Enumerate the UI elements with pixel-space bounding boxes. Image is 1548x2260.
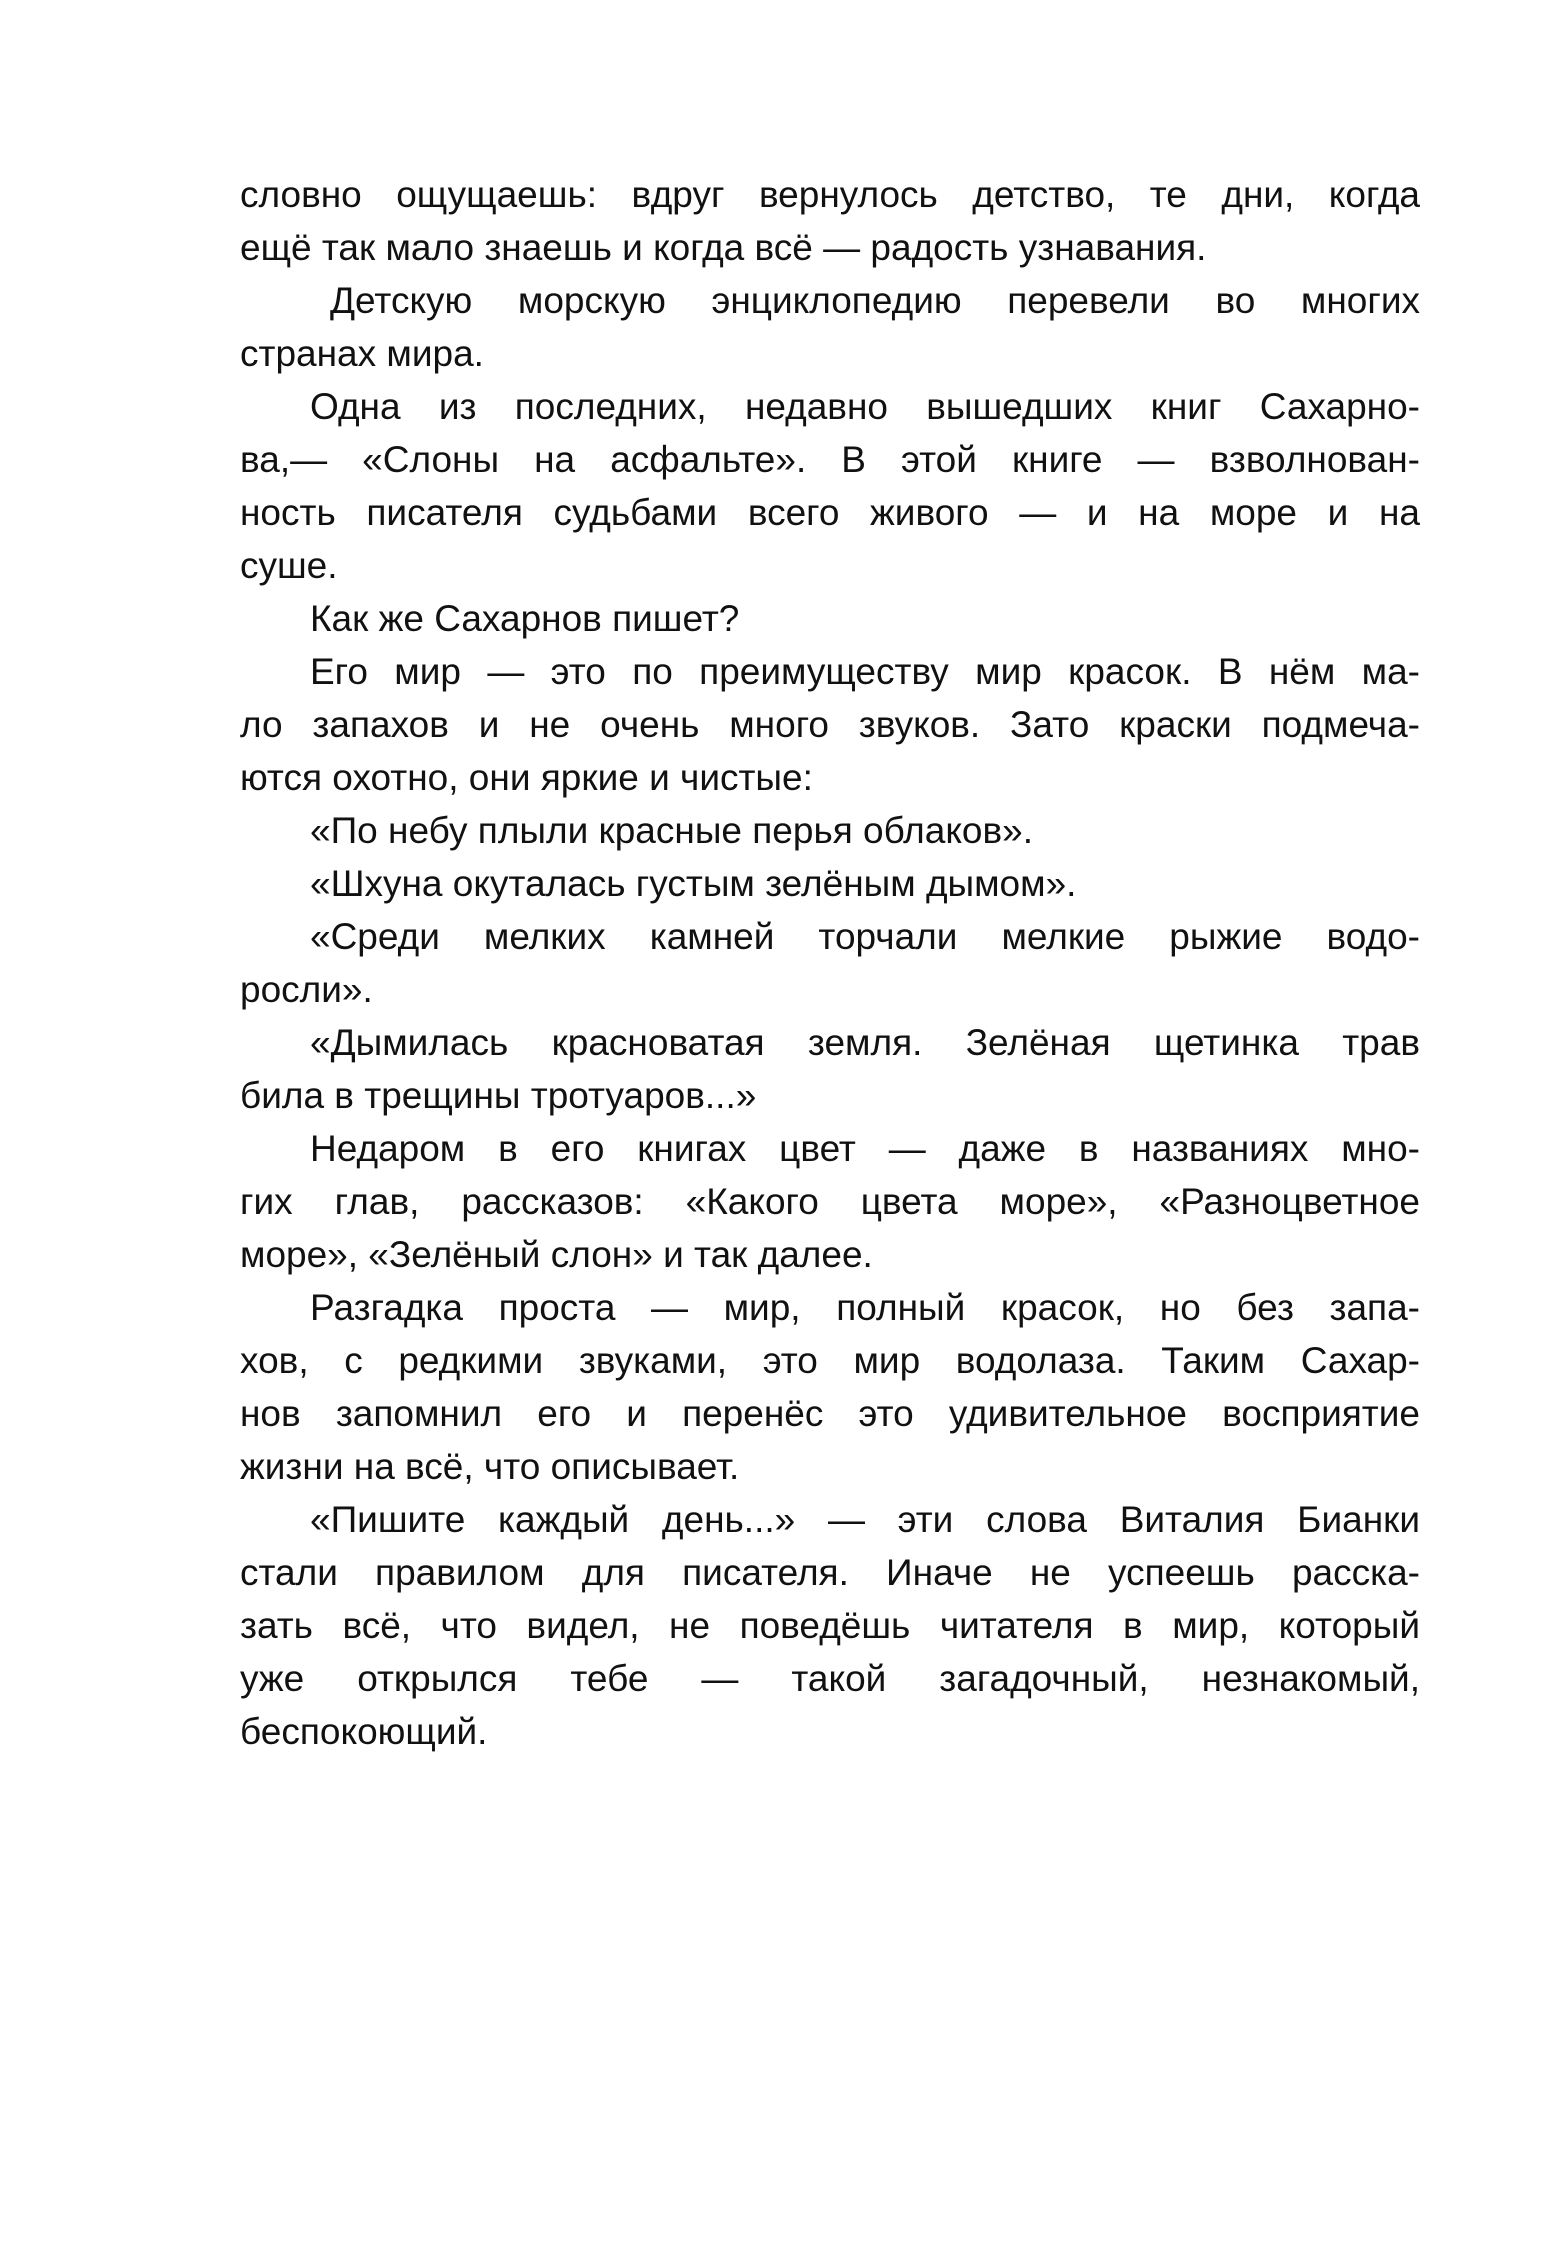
text-line: Его мир — это по преимуществу мир красок. В нём ма- [310,651,1420,692]
text-line: ещё так мало знаешь и когда всё — радость узнавания. [240,227,1207,268]
text-line: жизни на всё, что описывает. [240,1446,740,1487]
text-line: суше. [240,545,338,586]
text-line: «По небу плыли красные перья облаков». [310,810,1034,851]
text-line: Недаром в его книгах цвет — даже в названиях мно- [310,1128,1420,1169]
text-line: уже открылся тебе — такой загадочный, незнакомый, [240,1658,1420,1699]
body-text [240,168,1420,1758]
text-line: «Шхуна окуталась густым зелёным дымом». [310,863,1077,904]
text-line: Детскую морскую энциклопедию перевели во многих [330,280,1420,321]
text-line: Разгадка проста — мир, полный красок, но без запа- [310,1287,1420,1328]
text-line: хов, с редкими звуками, это мир водолаза. Таким Сахар- [240,1340,1420,1381]
text-line: беспокоющий. [240,1711,488,1752]
text-line: Одна из последних, недавно вышедших книг Сахарно- [310,386,1420,427]
text-line: странах мира. [240,333,484,374]
text-line: стали правилом для писателя. Иначе не успеешь расска- [240,1552,1420,1593]
text-line: ва,— «Слоны на асфальте». В этой книге — взволнован- [240,439,1420,480]
text-line: росли». [240,969,373,1010]
text-line: зать всё, что видел, не поведёшь читателя в мир, который [240,1605,1420,1646]
text-line: «Пишите каждый день...» — эти слова Виталия Бианки [310,1499,1420,1540]
text-line: ло запахов и не очень много звуков. Зато краски подмеча- [240,704,1420,745]
text-line: «Среди мелких камней торчали мелкие рыжие водо- [310,916,1420,957]
text-line: «Дымилась красноватая земля. Зелёная щетинка трав [310,1022,1420,1063]
text-line: нов запомнил его и перенёс это удивительное восприятие [240,1393,1420,1434]
text-line: била в трещины тротуаров...» [240,1075,757,1116]
text-line: ются охотно, они яркие и чистые: [240,757,813,798]
text-line: Как же Сахарнов пишет? [310,598,740,639]
text-line: ность писателя судьбами всего живого — и на море и на [240,492,1420,533]
text-line: гих глав, рассказов: «Какого цвета море», «Разноцветное [240,1181,1420,1222]
text-line: море», «Зелёный слон» и так далее. [240,1234,873,1275]
text-line: словно ощущаешь: вдруг вернулось детство, те дни, когда [240,174,1420,215]
